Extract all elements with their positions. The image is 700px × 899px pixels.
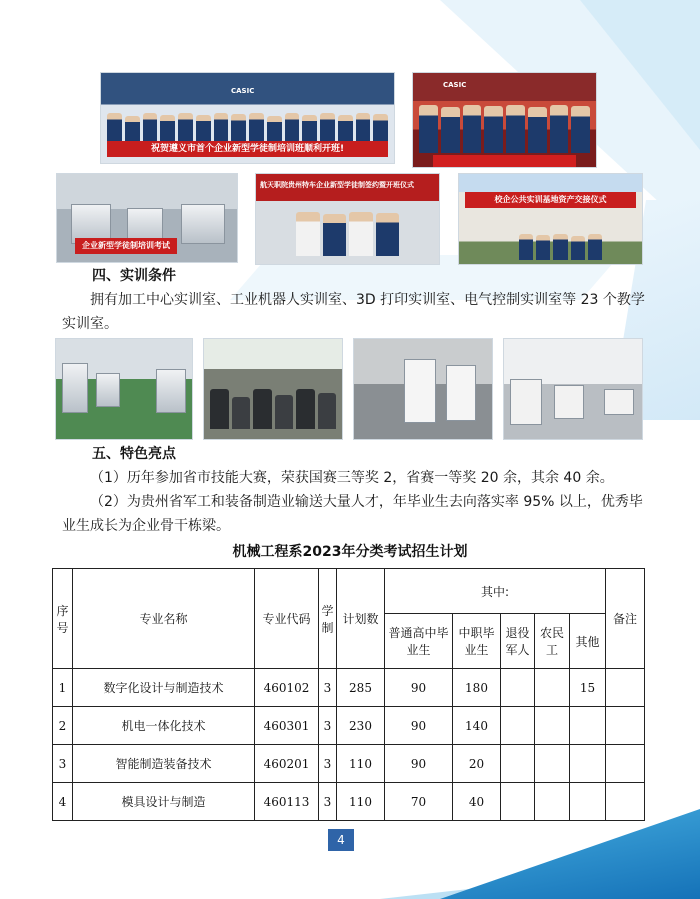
photo-asset-handover <box>458 173 643 265</box>
header-other: 其他 <box>570 614 606 669</box>
machine-shape <box>156 369 186 413</box>
cell-plan: 110 <box>337 783 385 821</box>
photo-lab-computer-room <box>203 338 343 440</box>
cell-farmer <box>535 783 570 821</box>
cell-vocational: 180 <box>453 669 501 707</box>
cell-plan: 285 <box>337 669 385 707</box>
cell-major-name: 机电一体化技术 <box>73 707 255 745</box>
header-years: 学制 <box>319 569 337 669</box>
cell-vocational: 20 <box>453 745 501 783</box>
cell-seq: 1 <box>53 669 73 707</box>
photo-signing-ceremony <box>412 72 597 168</box>
cell-major-code: 460113 <box>255 783 319 821</box>
photo-lab-machining <box>55 338 193 440</box>
photo-table-cloth <box>433 155 576 167</box>
machine-shape <box>510 379 542 425</box>
table-row <box>53 707 645 745</box>
table-title: 机械工程系2023年分类考试招生计划 <box>232 544 468 560</box>
highlight-item-1: （1）历年参加省市技能大赛，荣获国赛三等奖 2，省赛一等奖 20 余，其余 40 余。 <box>90 470 614 486</box>
photo-banner: 航天职院贵州特车企业新型学徒制签约暨开班仪式 <box>260 181 414 189</box>
cell-major-code: 460102 <box>255 669 319 707</box>
photo-people <box>296 212 399 256</box>
photo-people <box>519 234 602 260</box>
cell-plan: 110 <box>337 745 385 783</box>
header-among: 其中: <box>385 569 606 614</box>
cell-other <box>570 707 606 745</box>
cell-major-code: 460301 <box>255 707 319 745</box>
machine-shape <box>404 359 436 423</box>
photo-banner: 祝贺遵义市首个企业新型学徒制培训班顺利开班! <box>107 141 388 157</box>
cell-years: 3 <box>319 707 337 745</box>
bg-triangle-top-inner <box>580 0 700 150</box>
page-number: 4 <box>328 829 354 851</box>
cell-veteran <box>501 707 535 745</box>
header-remark: 备注 <box>606 569 645 669</box>
cell-veteran <box>501 783 535 821</box>
cell-remark <box>606 783 645 821</box>
cell-general: 70 <box>385 783 453 821</box>
enrollment-plan-table <box>52 568 645 821</box>
cell-plan: 230 <box>337 707 385 745</box>
cell-other: 15 <box>570 669 606 707</box>
cell-farmer <box>535 669 570 707</box>
photo-banner: 企业新型学徒制培训考试 <box>75 238 177 254</box>
header-major-name: 专业名称 <box>73 569 255 669</box>
photo-logo: CASIC <box>443 81 467 89</box>
cell-years: 3 <box>319 745 337 783</box>
section-heading-training-conditions: 四、实训条件 <box>92 268 176 284</box>
photo-people <box>107 113 388 143</box>
photo-group-ceremony <box>100 72 395 164</box>
photo-people <box>210 389 336 429</box>
header-plan: 计划数 <box>337 569 385 669</box>
machine-shape <box>96 373 120 407</box>
machine-shape <box>446 365 476 421</box>
header-migrant-worker: 农民工 <box>535 614 570 669</box>
header-seq: 序号 <box>53 569 73 669</box>
photo-logo: CASIC <box>231 87 255 95</box>
photo-lab-cnc <box>503 338 643 440</box>
cell-general: 90 <box>385 745 453 783</box>
cell-years: 3 <box>319 669 337 707</box>
photo-apprentice-signing <box>255 173 440 265</box>
bg-corner-blue <box>440 809 700 899</box>
highlight-item-2: （2）为贵州省军工和装备制造业输送大量人才，年毕业生去向落实率 95% 以上，优秀毕业生成长为企业骨干栋梁。 <box>62 494 643 534</box>
cell-major-code: 460201 <box>255 745 319 783</box>
cell-farmer <box>535 745 570 783</box>
cell-vocational: 140 <box>453 707 501 745</box>
cell-vocational: 40 <box>453 783 501 821</box>
table-row <box>53 669 645 707</box>
table-row <box>53 783 645 821</box>
cell-seq: 4 <box>53 783 73 821</box>
cell-farmer <box>535 707 570 745</box>
machine-shape <box>181 204 225 244</box>
cell-remark <box>606 707 645 745</box>
cell-other <box>570 745 606 783</box>
cell-general: 90 <box>385 669 453 707</box>
cell-major-name: 数字化设计与制造技术 <box>73 669 255 707</box>
cell-general: 90 <box>385 707 453 745</box>
machine-shape <box>62 363 88 413</box>
cell-seq: 3 <box>53 745 73 783</box>
cell-remark <box>606 669 645 707</box>
cell-major-name: 智能制造装备技术 <box>73 745 255 783</box>
cell-seq: 2 <box>53 707 73 745</box>
training-conditions-text: 拥有加工中心实训室、工业机器人实训室、3D 打印实训室、电气控制实训室等 23 个教学实训室。 <box>62 292 645 332</box>
cell-veteran <box>501 745 535 783</box>
cell-other <box>570 783 606 821</box>
cell-years: 3 <box>319 783 337 821</box>
machine-shape <box>604 389 634 415</box>
photo-banner: 校企公共实训基地资产交接仪式 <box>465 192 636 208</box>
photo-people <box>419 105 590 153</box>
header-major-code: 专业代码 <box>255 569 319 669</box>
header-veteran: 退役军人 <box>501 614 535 669</box>
section-heading-highlights: 五、特色亮点 <box>92 446 176 462</box>
header-general-high-school: 普通高中毕业生 <box>385 614 453 669</box>
photo-lab-robotics <box>353 338 493 440</box>
header-vocational: 中职毕业生 <box>453 614 501 669</box>
photo-workshop-exam <box>56 173 238 263</box>
cell-veteran <box>501 669 535 707</box>
machine-shape <box>554 385 584 419</box>
cell-major-name: 模具设计与制造 <box>73 783 255 821</box>
table-row <box>53 745 645 783</box>
cell-remark <box>606 745 645 783</box>
